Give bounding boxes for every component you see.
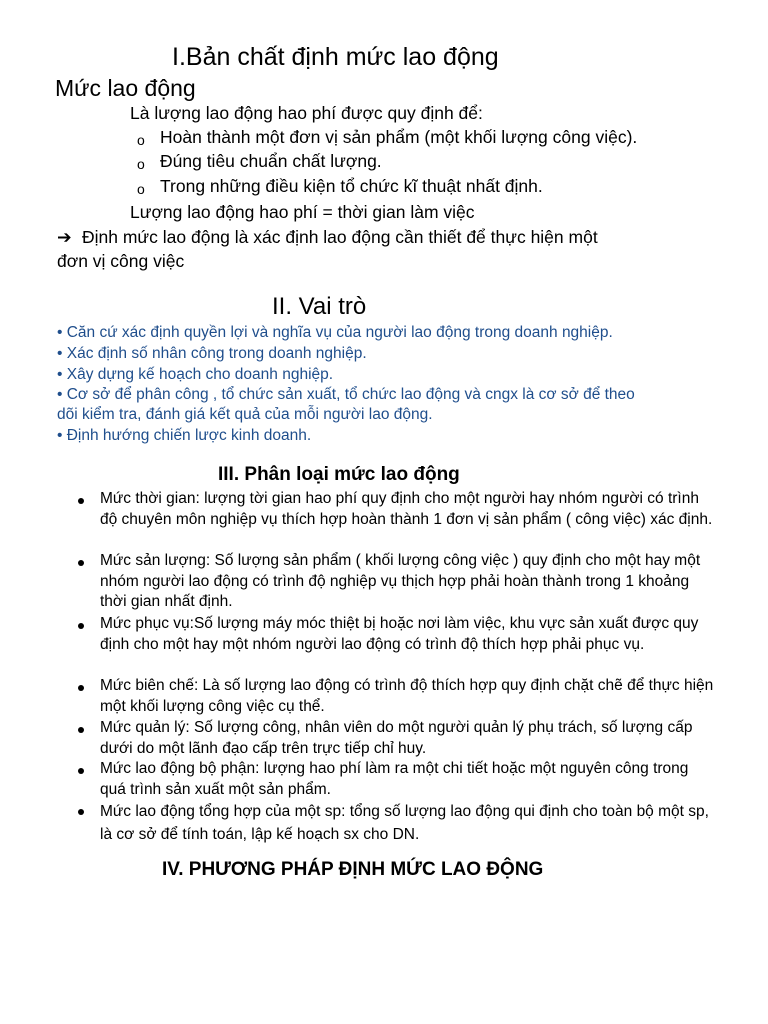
section-1-subheading: Mức lao động (55, 75, 196, 101)
classification-item: Mức lao động bộ phận: lượng hao phí làm ra một chi tiết hoặc một nguyên công trong quá trình sản xuất một sản phẩm. (100, 760, 689, 798)
role-item: • Căn cứ xác định quyền lợi và nghĩa vụ của người lao động trong doanh nghiệp. (57, 324, 613, 341)
bullet-dot-icon (78, 623, 84, 629)
classification-item: Mức thời gian: lượng tời gian hao phí quy định cho một người hay nhóm người có trình độ chuyên môn nghiệp vụ thích hợp hoàn thành 1 đơn vị sản phẩm ( công việc) xác định. (100, 490, 713, 528)
section-1-formula: Lượng lao động hao phí = thời gian làm việc (130, 202, 475, 222)
section-1-bullet: Hoàn thành một đơn vị sản phẩm (một khối lượng công việc). (160, 127, 638, 147)
role-item: • Xây dựng kế hoạch cho doanh nghiệp. (57, 366, 334, 383)
role-item-cont: dõi kiểm tra, đánh giá kết quả của mỗi người lao động. (57, 406, 433, 423)
role-item: • Cơ sở để phân công , tổ chức sản xuất, tổ chức lao động và cngx là cơ sở để theo (57, 386, 635, 403)
arrow-icon: ➔ (57, 227, 72, 247)
classification-item: Mức phục vụ:Số lượng máy móc thiệt bị hoặc nơi làm việc, khu vực sản xuất được quy định cho một hay một nhóm người lao động có trình độ thích hợp phải phục vụ. (100, 615, 699, 653)
section-1-bullet: Trong những điều kiện tổ chức kĩ thuật nhất định. (160, 176, 543, 196)
classification-item: Mức lao động tổng hợp của một sp: tổng số lượng lao động qui định cho toàn bộ một sp, là cơ sở để tính toán, lập kế hoạch sx cho DN. (100, 803, 709, 843)
section-1-heading: I.Bản chất định mức lao động (172, 43, 499, 71)
circle-bullet-icon: o (137, 156, 145, 172)
bullet-dot-icon (78, 560, 84, 566)
bullet-dot-icon (78, 727, 84, 733)
classification-item: Mức biên chế: Là số lượng lao động có trình độ thích hợp quy định chặt chẽ để thực hiện một khối lượng công việc cụ thể. (100, 677, 714, 715)
section-1-conclusion: Định mức lao động là xác định lao động cần thiết để thực hiện một (82, 227, 598, 247)
section-1-bullet: Đúng tiêu chuẩn chất lượng. (160, 151, 382, 171)
section-4-heading: IV. PHƯƠNG PHÁP ĐỊNH MỨC LAO ĐỘNG (162, 859, 544, 880)
bullet-dot-icon (78, 685, 84, 691)
role-item: • Định hướng chiến lược kinh doanh. (57, 427, 312, 444)
section-2-heading: II. Vai trò (272, 293, 367, 320)
classification-item: Mức sản lượng: Số lượng sản phẩm ( khối lượng công việc ) quy định cho một hay một nhóm người lao động có trình độ nghiệp vụ thịch hợp phải hoàn thành trong 1 khoảng thời gian nhất định. (100, 552, 701, 611)
bullet-dot-icon (78, 498, 84, 504)
role-item: • Xác định số nhân công trong doanh nghiệp. (57, 345, 367, 362)
section-1-conclusion-cont: đơn vị công việc (57, 251, 185, 271)
circle-bullet-icon: o (137, 181, 145, 197)
bullet-dot-icon (78, 809, 84, 815)
section-1-intro: Là lượng lao động hao phí được quy định để: (130, 103, 483, 123)
classification-item: Mức quản lý: Số lượng công, nhân viên do một người quản lý phụ trách, số lượng cấp dưới do một lãnh đạo cấp trên trực tiếp chỉ huy. (100, 719, 693, 757)
circle-bullet-icon: o (137, 132, 145, 148)
bullet-dot-icon (78, 768, 84, 774)
section-3-heading: III. Phân loại mức lao động (218, 464, 460, 485)
